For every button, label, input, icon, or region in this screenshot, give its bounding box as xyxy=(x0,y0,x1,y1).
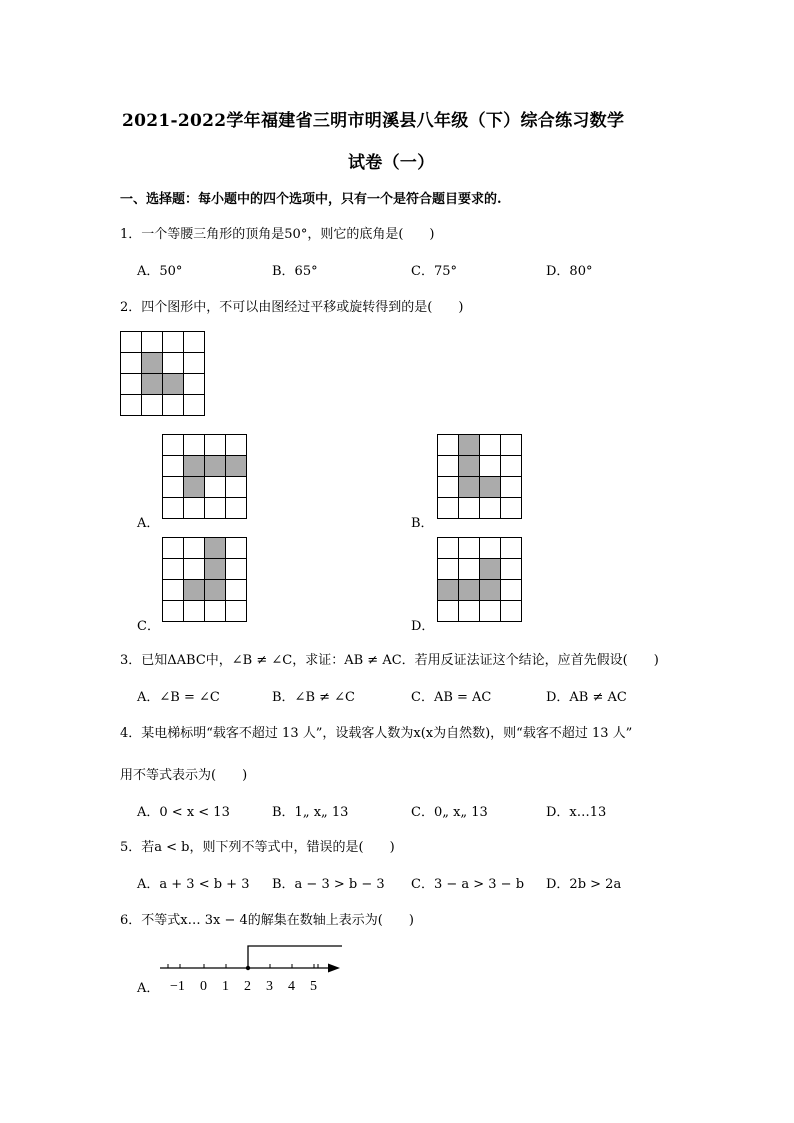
question-5-option-c: C．3 − a > 3 − b xyxy=(411,877,525,892)
grid-cell-empty xyxy=(480,538,501,559)
grid-figure-a xyxy=(162,434,247,519)
solution-endpoint-dot xyxy=(246,966,250,970)
tick-label: 2 xyxy=(244,979,251,994)
question-6-stem: 6．不等式x… 3x − 4的解集在数轴上表示为( ) xyxy=(120,913,414,928)
grid-cell-filled xyxy=(459,456,480,477)
question-4-option-c: C．0„ x„ 13 xyxy=(411,805,488,820)
grid-cell-empty xyxy=(205,477,226,498)
grid-row xyxy=(121,353,205,374)
grid-cell-filled xyxy=(142,353,163,374)
grid-cell-filled xyxy=(459,477,480,498)
question-3-option-a: A．∠B = ∠C xyxy=(137,690,220,705)
tick-label: 1 xyxy=(222,979,229,994)
question-1-option-b: B．65° xyxy=(272,264,318,279)
grid-cell-filled xyxy=(163,374,184,395)
page-title-line1: 2021-2022学年福建省三明市明溪县八年级（下）综合练习数学 xyxy=(122,111,625,131)
grid-row xyxy=(121,374,205,395)
grid-cell-filled xyxy=(184,477,205,498)
grid-row xyxy=(163,559,247,580)
grid-cell-filled xyxy=(438,580,459,601)
question-2-label-d: D． xyxy=(411,619,435,634)
grid-cell-empty xyxy=(121,332,142,353)
grid-cell-empty xyxy=(501,559,522,580)
grid-cell-empty xyxy=(501,601,522,622)
question-5-option-b: B．a − 3 > b − 3 xyxy=(272,877,385,892)
question-3-option-d: D．AB ≠ AC xyxy=(546,690,627,705)
grid-figure-c xyxy=(162,537,247,622)
grid-cell-empty xyxy=(438,435,459,456)
grid-cell-filled xyxy=(480,580,501,601)
grid-figure-base xyxy=(120,331,205,416)
grid-cell-empty xyxy=(184,559,205,580)
question-1-option-d: D．80° xyxy=(546,264,593,279)
section-header: 一、选择题：每小题中的四个选项中，只有一个是符合题目要求的. xyxy=(120,192,502,207)
question-1-stem: 1．一个等腰三角形的顶角是50°，则它的底角是( ) xyxy=(120,227,435,242)
grid-cell-empty xyxy=(226,538,247,559)
grid-cell-filled xyxy=(184,580,205,601)
number-line-figure xyxy=(158,938,348,998)
number-line-arrowhead xyxy=(328,964,340,973)
grid-cell-empty xyxy=(226,559,247,580)
question-2-label-a: A． xyxy=(137,516,160,531)
grid-cell-empty xyxy=(184,395,205,416)
grid-cell-empty xyxy=(459,538,480,559)
grid-cell-empty xyxy=(163,353,184,374)
question-5-stem: 5．若a < b，则下列不等式中，错误的是( ) xyxy=(120,840,395,855)
grid-cell-empty xyxy=(501,580,522,601)
grid-cell-empty xyxy=(163,498,184,519)
grid-row xyxy=(438,580,522,601)
grid-cell-empty xyxy=(459,498,480,519)
grid-cell-empty xyxy=(184,374,205,395)
grid-row xyxy=(438,498,522,519)
grid-cell-empty xyxy=(226,580,247,601)
grid-cell-empty xyxy=(163,538,184,559)
question-2-stem: 2．四个图形中，不可以由图经过平移或旋转得到的是( ) xyxy=(120,300,464,315)
grid-cell-empty xyxy=(501,477,522,498)
page-title-line2: 试卷（一） xyxy=(348,153,435,173)
grid-cell-empty xyxy=(184,435,205,456)
grid-figure-d xyxy=(437,537,522,622)
grid-cell-empty xyxy=(121,353,142,374)
grid-cell-empty xyxy=(163,395,184,416)
grid-row xyxy=(438,559,522,580)
grid-cell-empty xyxy=(438,601,459,622)
grid-cell-empty xyxy=(184,498,205,519)
grid-row xyxy=(163,580,247,601)
grid-cell-empty xyxy=(142,395,163,416)
grid-cell-empty xyxy=(459,559,480,580)
grid-cell-filled xyxy=(459,435,480,456)
grid-cell-empty xyxy=(205,498,226,519)
grid-row xyxy=(163,538,247,559)
grid-cell-empty xyxy=(205,601,226,622)
grid-cell-filled xyxy=(142,374,163,395)
grid-cell-empty xyxy=(438,477,459,498)
grid-cell-filled xyxy=(205,559,226,580)
grid-cell-empty xyxy=(459,601,480,622)
grid-row xyxy=(121,395,205,416)
grid-row xyxy=(163,498,247,519)
grid-cell-filled xyxy=(184,456,205,477)
question-3-stem: 3．已知ΔABC中，∠B ≠ ∠C，求证：AB ≠ AC．若用反证法证这个结论，应首先假设( ) xyxy=(120,653,659,668)
grid-cell-empty xyxy=(121,395,142,416)
question-2-label-c: C． xyxy=(137,619,160,634)
solution-bracket xyxy=(248,946,342,968)
question-4-option-d: D．x…13 xyxy=(546,805,607,820)
grid-row xyxy=(163,435,247,456)
tick-label: −1 xyxy=(170,979,185,994)
question-4-stem-line2: 用不等式表示为( ) xyxy=(120,768,248,783)
grid-cell-empty xyxy=(501,435,522,456)
tick-label: 3 xyxy=(266,979,273,994)
grid-cell-empty xyxy=(480,498,501,519)
grid-cell-empty xyxy=(205,435,226,456)
grid-cell-empty xyxy=(226,477,247,498)
grid-cell-empty xyxy=(438,456,459,477)
grid-cell-filled xyxy=(205,456,226,477)
grid-row xyxy=(121,332,205,353)
grid-row xyxy=(438,601,522,622)
grid-figure-b xyxy=(437,434,522,519)
grid-cell-empty xyxy=(184,538,205,559)
question-4-stem-line1: 4．某电梯标明“载客不超过 13 人”，设载客人数为x(x为自然数)，则“载客不超过 13 人” xyxy=(120,726,633,741)
grid-cell-empty xyxy=(184,601,205,622)
grid-cell-empty xyxy=(480,435,501,456)
grid-cell-empty xyxy=(438,559,459,580)
question-5-option-a: A．a + 3 < b + 3 xyxy=(137,877,250,892)
grid-cell-empty xyxy=(438,498,459,519)
tick-label: 5 xyxy=(310,979,317,994)
grid-cell-empty xyxy=(184,353,205,374)
grid-cell-empty xyxy=(480,456,501,477)
grid-cell-empty xyxy=(121,374,142,395)
question-3-option-b: B．∠B ≠ ∠C xyxy=(272,690,355,705)
question-2-label-b: B． xyxy=(411,516,434,531)
grid-cell-empty xyxy=(163,601,184,622)
grid-cell-empty xyxy=(501,538,522,559)
question-6-option-a-label: A． xyxy=(137,981,160,996)
question-4-option-b: B．1„ x„ 13 xyxy=(272,805,349,820)
tick-label: 0 xyxy=(200,979,207,994)
grid-cell-filled xyxy=(205,538,226,559)
grid-cell-empty xyxy=(163,435,184,456)
grid-cell-empty xyxy=(226,435,247,456)
grid-row xyxy=(438,538,522,559)
question-1-option-c: C．75° xyxy=(411,264,457,279)
grid-cell-empty xyxy=(226,498,247,519)
question-5-option-d: D．2b > 2a xyxy=(546,877,622,892)
grid-cell-empty xyxy=(184,332,205,353)
grid-cell-empty xyxy=(226,601,247,622)
grid-cell-filled xyxy=(480,559,501,580)
grid-cell-empty xyxy=(163,559,184,580)
grid-cell-empty xyxy=(480,601,501,622)
grid-row xyxy=(163,456,247,477)
grid-cell-empty xyxy=(163,332,184,353)
grid-cell-empty xyxy=(501,456,522,477)
grid-cell-filled xyxy=(205,580,226,601)
grid-cell-filled xyxy=(459,580,480,601)
grid-cell-empty xyxy=(163,580,184,601)
question-1-option-a: A．50° xyxy=(137,264,183,279)
grid-row xyxy=(163,601,247,622)
question-4-option-a: A．0 < x < 13 xyxy=(137,805,230,820)
grid-cell-filled xyxy=(480,477,501,498)
grid-cell-empty xyxy=(438,538,459,559)
grid-row xyxy=(438,477,522,498)
tick-label: 4 xyxy=(288,979,295,994)
grid-cell-empty xyxy=(501,498,522,519)
grid-cell-filled xyxy=(226,456,247,477)
grid-cell-empty xyxy=(163,477,184,498)
grid-cell-empty xyxy=(163,456,184,477)
grid-row xyxy=(163,477,247,498)
question-3-option-c: C．AB = AC xyxy=(411,690,492,705)
grid-cell-empty xyxy=(142,332,163,353)
grid-row xyxy=(438,456,522,477)
grid-row xyxy=(438,435,522,456)
